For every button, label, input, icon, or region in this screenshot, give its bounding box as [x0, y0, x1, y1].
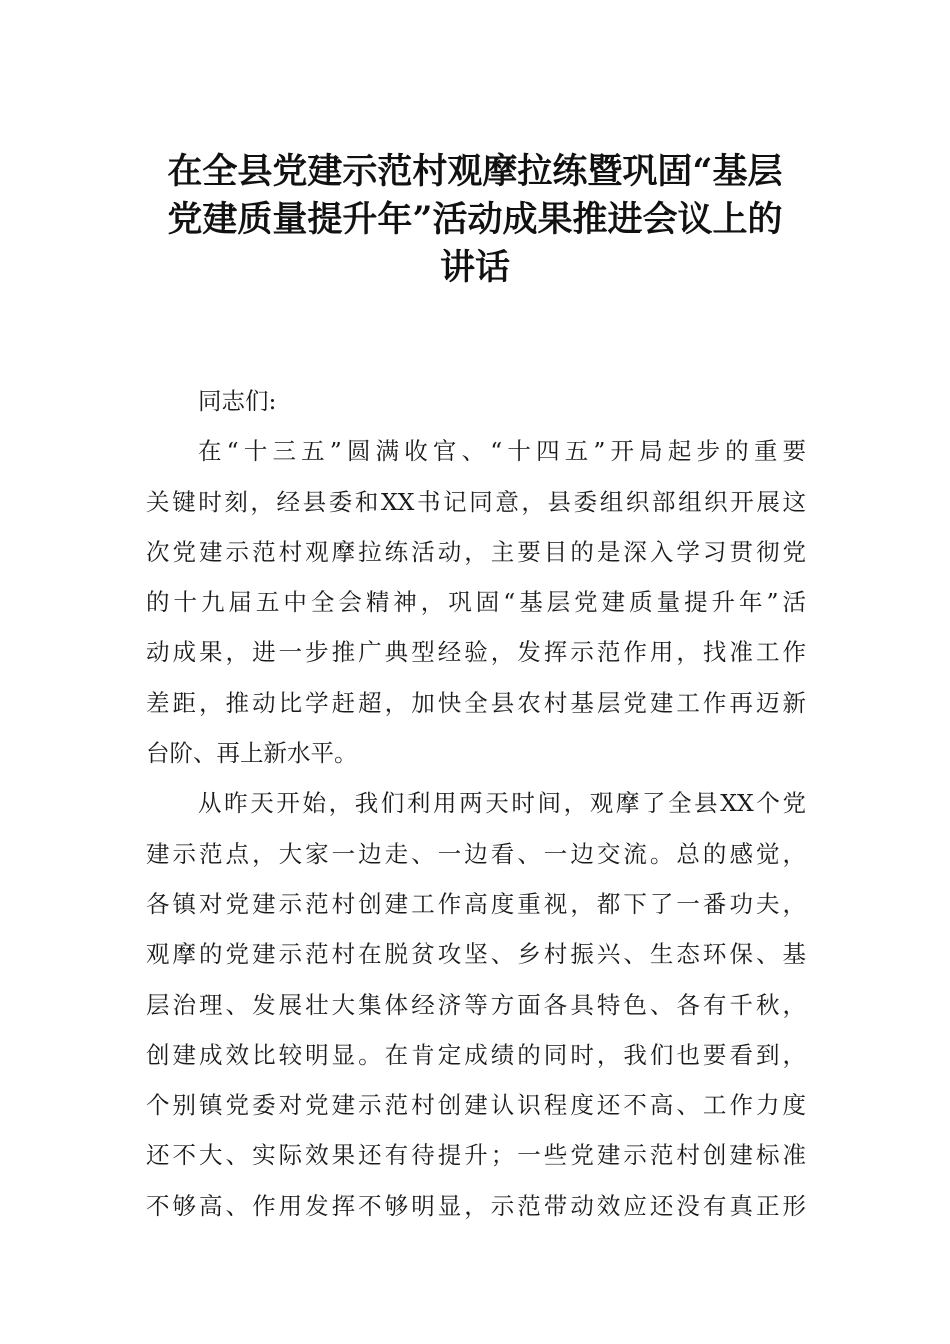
title-line: 在全县党建示范村观摩拉练暨巩固“基层	[167, 151, 783, 192]
paragraph-line: 从昨天开始，我们利用两天时间，观摩了全县XX个党	[198, 789, 806, 818]
paragraph-line: 各镇对党建示范村创建工作高度重视，都下了一番功夫，	[146, 889, 806, 918]
paragraph-2	[146, 778, 806, 1231]
paragraph-line: 次党建示范村观摩拉练活动，主要目的是深入学习贯彻党	[146, 537, 806, 566]
paragraph-line: 观摩的党建示范村在脱贫攻坚、乡村振兴、生态环保、基	[146, 940, 806, 969]
paragraph-1	[146, 426, 806, 778]
title-line: 讲话	[439, 247, 510, 288]
document-title	[140, 148, 810, 292]
paragraph-line: 关键时刻，经县委和XX书记同意，县委组织部组织开展这	[146, 487, 806, 516]
paragraph-line: 不够高、作用发挥不够明显，示范带动效应还没有真正形	[146, 1191, 806, 1220]
paragraph-line: 建示范点，大家一边走、一边看、一边交流。总的感觉，	[146, 839, 806, 868]
paragraph-line: 创建成效比较明显。在肯定成绩的同时，我们也要看到，	[146, 1040, 806, 1069]
paragraph-line: 差距，推动比学赶超，加快全县农村基层党建工作再迈新	[146, 688, 806, 717]
paragraph-line: 的十九届五中全会精神，巩固“基层党建质量提升年”活	[146, 588, 806, 617]
paragraph-line: 层治理、发展壮大集体经济等方面各具特色、各有千秋，	[146, 990, 806, 1019]
document-body	[146, 376, 806, 1231]
paragraph-line: 在“十三五”圆满收官、“十四五”开局起步的重要	[198, 437, 806, 466]
salutation: 同志们:	[198, 387, 277, 415]
paragraph-line: 动成果，进一步推广典型经验，发挥示范作用，找准工作	[146, 638, 806, 667]
paragraph-line: 还不大、实际效果还有待提升；一些党建示范村创建标准	[146, 1141, 806, 1170]
paragraph-line: 台阶、再上新水平。	[146, 739, 358, 768]
title-line: 党建质量提升年”活动成果推进会议上的	[167, 199, 783, 240]
paragraph-line: 个别镇党委对党建示范村创建认识程度还不高、工作力度	[146, 1091, 806, 1120]
